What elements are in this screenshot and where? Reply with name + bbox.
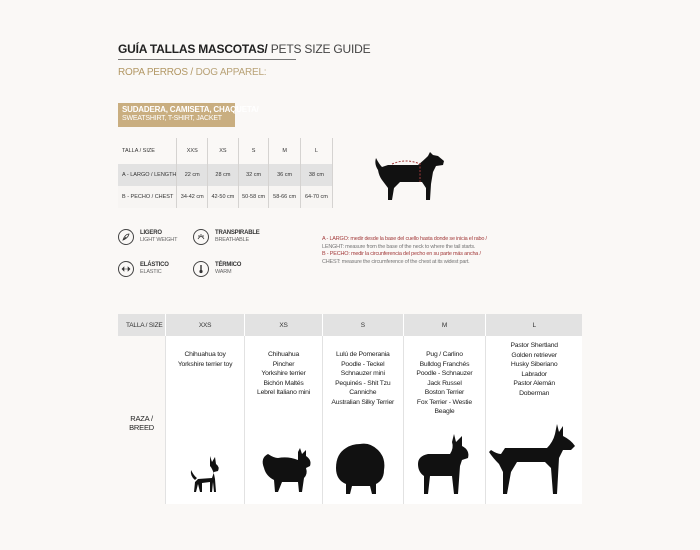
chihuahua-icon bbox=[188, 452, 224, 494]
subtitle-es: ROPA PERROS / bbox=[118, 67, 194, 78]
breed-item: Lulú de Pomerania bbox=[335, 351, 390, 358]
feature-breathable bbox=[193, 229, 260, 245]
measurement-notes bbox=[322, 236, 487, 266]
size-header-cell: XXS bbox=[177, 138, 208, 164]
breed-header-cell: S bbox=[322, 314, 403, 336]
size-table-row-chest bbox=[118, 186, 333, 208]
note-length-es: A - LARGO: medir desde la base del cuello hasta donde se inicia el rabo / bbox=[322, 236, 487, 242]
feature-subtitle: WARM bbox=[215, 269, 232, 275]
breed-item: Yorkshire terrier toy bbox=[177, 360, 233, 368]
breed-item: Pincher bbox=[272, 360, 295, 368]
breed-header-cell: XXS bbox=[166, 314, 245, 336]
breed-item: Husky Siberiano bbox=[510, 361, 558, 368]
size-value: 64-70 cm bbox=[300, 186, 332, 208]
size-value: 32 cm bbox=[238, 164, 269, 186]
breed-item: Jack Russel bbox=[427, 379, 462, 387]
breed-header-cell: TALLA / SIZE bbox=[118, 314, 166, 336]
breed-item: Golden retriever bbox=[511, 351, 557, 359]
breed-label-en: BREED bbox=[129, 422, 154, 432]
breed-item: Pug / Carlino bbox=[426, 351, 463, 358]
breed-table-header bbox=[118, 314, 582, 336]
title-es: GUÍA TALLAS MASCOTAS/ bbox=[118, 42, 268, 56]
french-bulldog-icon bbox=[410, 432, 476, 498]
feature-light-weight bbox=[118, 229, 177, 245]
pomeranian-small-icon bbox=[258, 446, 316, 494]
breed-item: Canniche bbox=[349, 389, 377, 396]
banner-line-es: SUDADERA, CAMISETA, CHAQUETA/ bbox=[122, 105, 259, 114]
size-value: 34-42 cm bbox=[177, 186, 208, 208]
pomeranian-icon bbox=[330, 440, 390, 496]
breed-header-cell: L bbox=[486, 314, 582, 336]
breed-item: Schnauzer mini bbox=[340, 370, 385, 377]
page-title bbox=[118, 42, 370, 56]
breed-item: Doberman bbox=[519, 389, 550, 397]
size-value: 28 cm bbox=[208, 164, 239, 186]
size-table-header bbox=[118, 138, 333, 164]
note-chest-en: CHEST: measure the circumference of the chest at its widest part. bbox=[322, 258, 470, 265]
row-label: A - LARGO / LENGTH bbox=[118, 164, 177, 186]
breed-item: Beagle bbox=[434, 408, 455, 415]
breed-item: Australian Silky Terrier bbox=[331, 398, 395, 406]
elastic-icon bbox=[118, 261, 134, 277]
banner-line-en: SWEATSHIRT, T-SHIRT, JACKET bbox=[122, 115, 222, 122]
size-header-cell: S bbox=[238, 138, 269, 164]
feature-subtitle: BREATHABLE bbox=[215, 237, 249, 243]
breed-item: Poodle - Schnauzer bbox=[416, 370, 473, 377]
breed-item: Pequinés - Shit Tzu bbox=[335, 379, 391, 387]
feature-title: LIGERO bbox=[140, 230, 162, 236]
size-value: 36 cm bbox=[269, 164, 300, 186]
breed-item: Bichón Maltés bbox=[263, 379, 304, 387]
feature-elastic bbox=[118, 261, 169, 277]
size-value: 38 cm bbox=[300, 164, 332, 186]
size-header-cell: M bbox=[269, 138, 300, 164]
size-value: 58-66 cm bbox=[269, 186, 300, 208]
breed-header-cell: M bbox=[403, 314, 486, 336]
breed-item: Chihuahua toy bbox=[184, 351, 226, 358]
note-chest-es: B - PECHO: medir la circunferencia del pecho en su parte más ancha / bbox=[322, 251, 481, 257]
breed-item: Pastor Alemán bbox=[513, 380, 555, 387]
size-header-cell: L bbox=[300, 138, 332, 164]
section-subtitle bbox=[118, 67, 266, 78]
feature-title: TRANSPIRABLE bbox=[215, 230, 260, 236]
breed-label-es: RAZA / bbox=[130, 413, 153, 423]
thermometer-icon bbox=[193, 261, 209, 277]
size-header-cell: XS bbox=[208, 138, 239, 164]
breathable-icon bbox=[193, 229, 209, 245]
row-label: B - PECHO / CHEST bbox=[118, 186, 177, 208]
title-en: PETS SIZE GUIDE bbox=[270, 42, 371, 56]
breed-item: Yorkshire terrier bbox=[261, 370, 306, 377]
title-divider bbox=[118, 59, 296, 60]
category-banner bbox=[118, 103, 259, 127]
breed-item: Pastor Shertland bbox=[510, 342, 558, 349]
measured-dog-icon bbox=[370, 150, 450, 204]
size-value: 50-58 cm bbox=[238, 186, 269, 208]
breed-item: Boston Terrier bbox=[424, 389, 465, 396]
subtitle-en: DOG APPAREL: bbox=[195, 67, 267, 78]
breed-item: Chihuahua bbox=[267, 351, 300, 358]
feature-title: TÉRMICO bbox=[215, 262, 242, 268]
breed-item: Fox Terrier - Westie bbox=[416, 398, 472, 406]
feature-title: ELÁSTICO bbox=[140, 262, 169, 268]
size-value: 22 cm bbox=[177, 164, 208, 186]
note-length-en: LENGHT: measure from the base of the neck to where the tail starts. bbox=[322, 243, 476, 250]
size-measurement-table bbox=[118, 138, 333, 208]
feature-subtitle: ELASTIC bbox=[140, 269, 162, 275]
feather-icon bbox=[118, 229, 134, 245]
size-header-cell: TALLA / SIZE bbox=[118, 138, 177, 164]
feature-warm bbox=[193, 261, 241, 277]
size-value: 42-50 cm bbox=[208, 186, 239, 208]
breed-item: Lebrel Italiano mini bbox=[256, 389, 311, 396]
breed-header-cell: XS bbox=[245, 314, 323, 336]
breed-item: Labrador bbox=[521, 370, 547, 378]
breed-item: Bulldog Franchés bbox=[419, 360, 470, 368]
doberman-icon bbox=[487, 422, 577, 498]
breed-item: Poodle - Teckel bbox=[341, 360, 385, 368]
size-table-row-length bbox=[118, 164, 333, 186]
breed-row-label bbox=[118, 336, 166, 504]
feature-subtitle: LIGHT WEIGHT bbox=[140, 237, 178, 243]
